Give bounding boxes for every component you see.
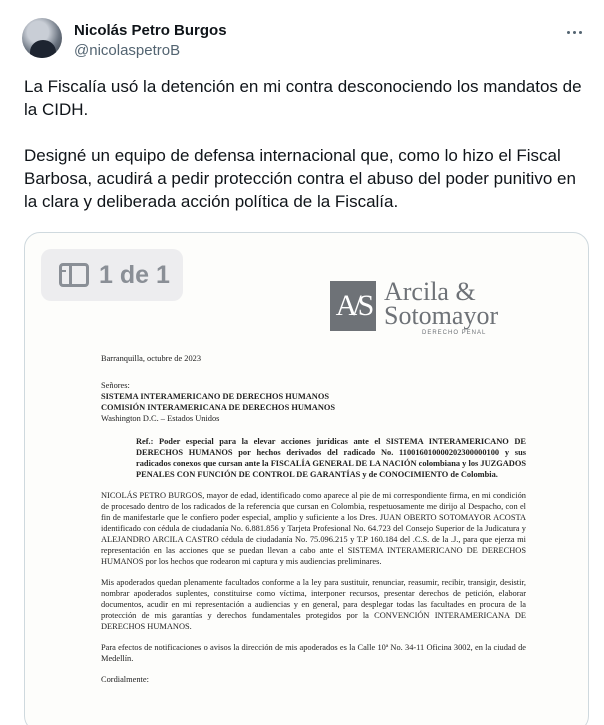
- document-media-card[interactable]: [24, 232, 589, 725]
- document-paragraph-3: Para efectos de notificaciones o avisos la dirección de mis apoderados es la Calle 10ª No. 34-11 Oficina 3002, en la ciudad de Medellín.: [101, 643, 526, 663]
- page-count: 1 de 1: [99, 260, 170, 289]
- document-body: [101, 353, 526, 685]
- avatar[interactable]: [22, 18, 62, 58]
- tweet-paragraph-1: La Fiscalía usó la detención en mi contra desconociendo los mandatos de la CIDH.: [24, 77, 582, 119]
- document-reference: Ref.: Poder especial para la elevar acciones jurídicas ante el SISTEMA INTERAMERICANO DE DERECHOS HUMANOS por hechos derivados del radicado No. 110016010000202300000100 y sus radicados conexos que cursan ante la FISCALÍA GENERAL DE LA NACIÓN colombiana y los JUZGADOS PENALES CON FUNCIÓN DE CONTROL DE GARANTÍAS y de CONOCIMIENTO de Colombia.: [136, 437, 526, 479]
- tweet-header: [16, 14, 588, 62]
- document-closing: Cordialmente:: [101, 675, 149, 684]
- firm-logo-mark: A/S: [330, 281, 376, 331]
- document-recipient-3: Washington D.C. – Estados Unidos: [101, 414, 220, 423]
- more-options-icon[interactable]: [560, 22, 588, 42]
- page-indicator: [41, 249, 183, 301]
- document-pages-icon: [59, 263, 89, 287]
- tweet-paragraph-2: Designé un equipo de defensa internacional que, como lo hizo el Fiscal Barbosa, acudirá a pedir protección contra el abuso del poder punitivo en la clara y deliberada acción política de la Fiscalía.: [24, 146, 576, 211]
- document-recipient-2: COMISIÓN INTERAMERICANA DE DERECHOS HUMANOS: [101, 403, 336, 412]
- document-paragraph-1: NICOLÁS PETRO BURGOS, mayor de edad, identificado como aparece al pie de mi correspondiente firma, en mi condición de procesado dentro de los radicados de la referencia que cursan en Colombia, respetuosamente me dirijo al Despacho, con el fin de manifestarle que le confiero poder especial, amplio y suficiente a los Dres. JUAN OBERTO SOTOMAYOR ACOSTA identificado con cédula de ciudadanía No. 6.881.856 y Tarjeta Profesional No. 64.723 del Consejo Superior de la Judicatura y ALEJANDRO ARCILA CASTRO cédula de ciudadanía No. 75.096.215 y T.P 160.184 del .C.S. de la .J., para que ejerza mi representación en las acciones que se puedan llevan a cabo ante el SISTEMA INTERAMERICANO DE DERECHOS HUMANOS por los hechos que rodearon mi captura y mis audiencias preliminares.: [101, 491, 526, 566]
- firm-logo-name-line1: Arcila &: [384, 277, 476, 306]
- author-display-name[interactable]: Nicolás Petro Burgos: [74, 22, 227, 39]
- author-handle[interactable]: @nicolaspetroB: [74, 42, 181, 59]
- document-recipients: [101, 380, 526, 424]
- document-recipient-1: SISTEMA INTERAMERICANO DE DERECHOS HUMANOS: [101, 392, 330, 401]
- document-paragraph-2: Mis apoderados quedan plenamente facultados conforme a la ley para sustituir, renunciar, reasumir, recibir, transigir, desistir, nombrar apoderados suplentes, constituirse como víctima, interponer recursos, presentar derechos de petición, elaborar documentos, acudir en mi representación a audiencias y en general, para desplegar todas las facultades en procura de la protección de mis garantías y derechos fundamentales protegidos por la CONVENCIÓN INTERAMERICANA DE DERECHOS HUMANOS.: [101, 578, 526, 631]
- document-date: Barranquilla, octubre de 2023: [101, 354, 202, 363]
- firm-logo-subtitle: DERECHO PENAL: [422, 330, 487, 336]
- tweet-text: [24, 75, 584, 236]
- document-salutation: Señores:: [101, 381, 130, 390]
- firm-logo: [330, 277, 530, 336]
- firm-logo-name-line2: Sotomayor: [384, 301, 499, 330]
